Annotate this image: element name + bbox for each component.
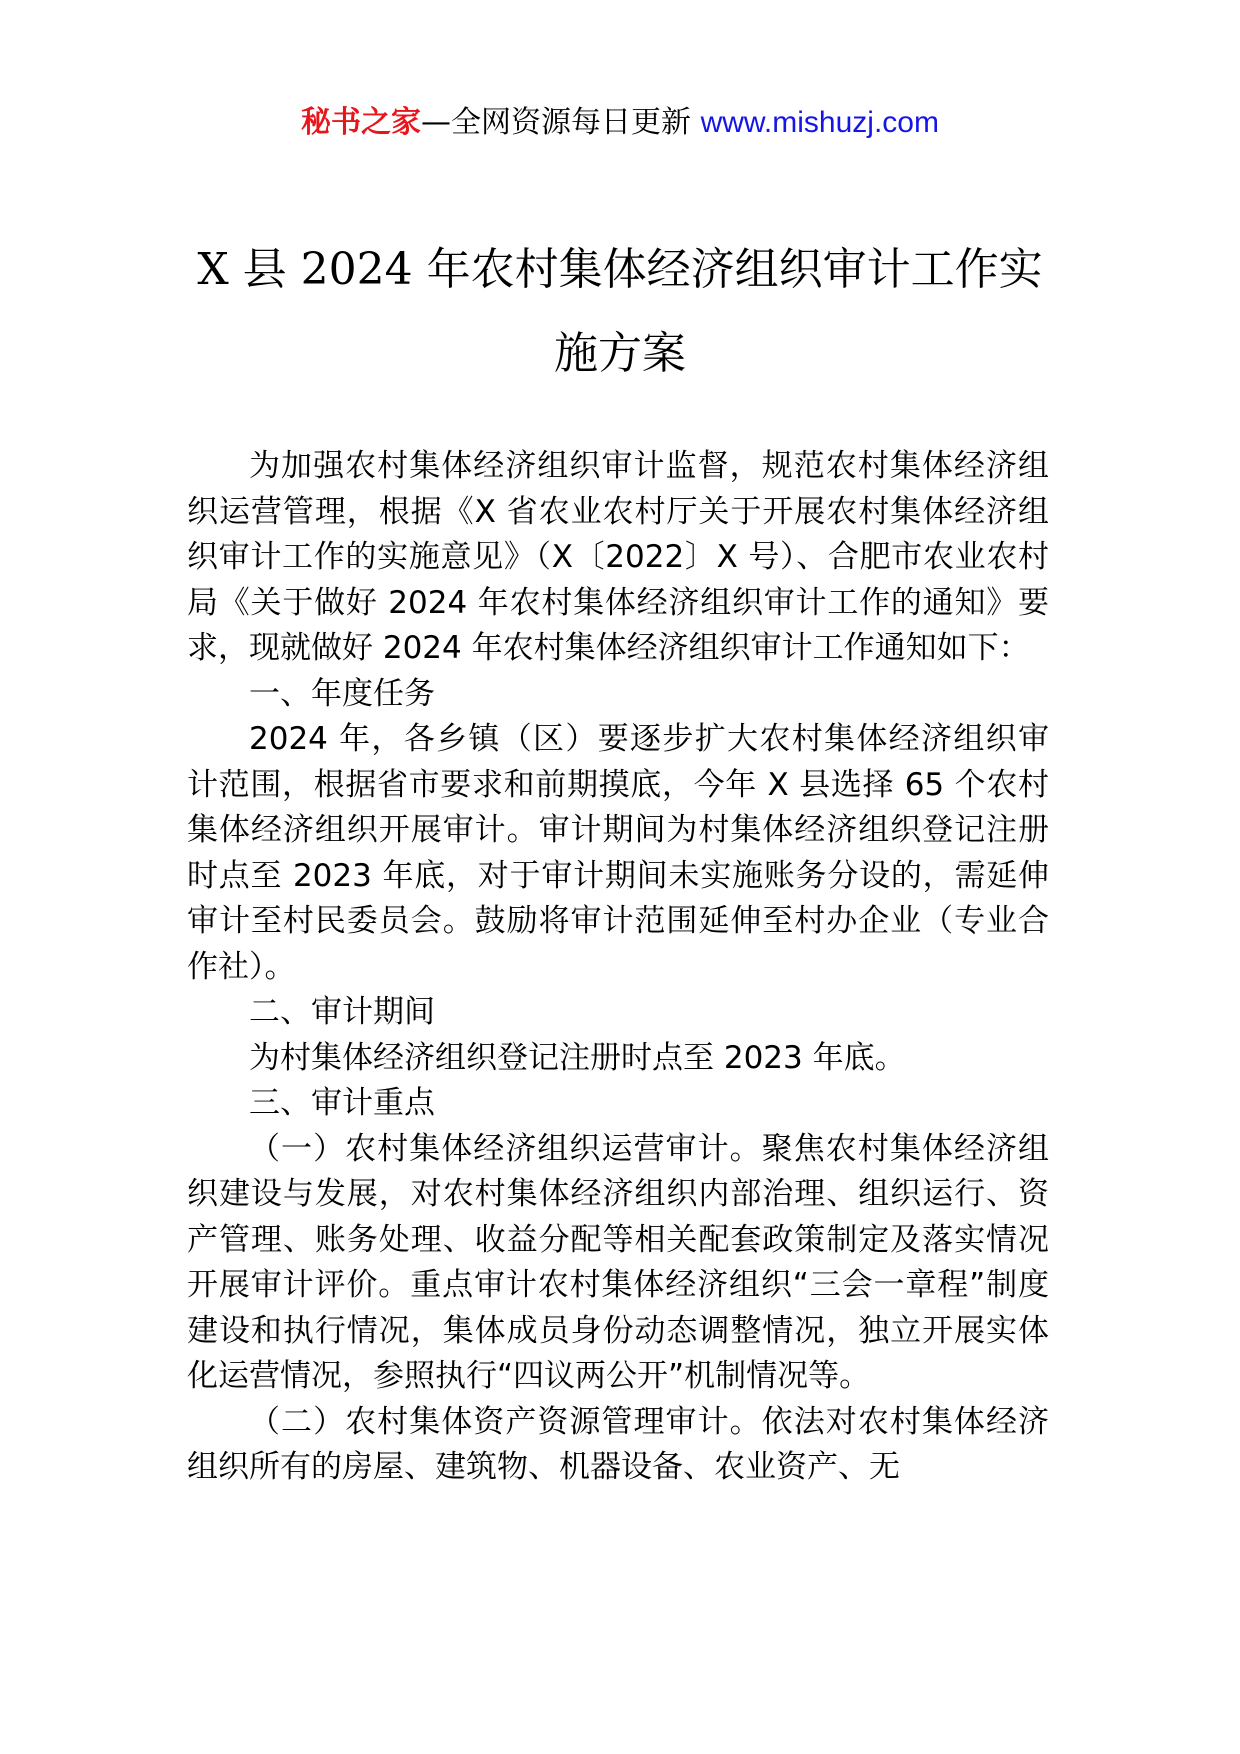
header-banner <box>0 100 1240 146</box>
website-link[interactable]: www.mishuzj.com <box>700 106 939 139</box>
title-line-1: X 县 2024 年农村集体经济组织审计工作实 <box>197 244 1043 295</box>
audit-focus-item-2: （二）农村集体资产资源管理审计。依法对农村集体经济组织所有的房屋、建筑物、机器设备、农业资产、无 <box>187 1403 1049 1485</box>
banner-tagline: —全网资源每日更新 <box>421 105 692 140</box>
brand-name: 秘书之家 <box>301 105 422 140</box>
audit-period-paragraph: 为村集体经济组织登记注册时点至 2023 年底。 <box>249 1039 906 1076</box>
annual-tasks-paragraph: 2024 年，各乡镇（区）要逐步扩大农村集体经济组织审计范围，根据省市要求和前期摸底，今年 X 县选择 65 个农村集体经济组织开展审计。审计期间为村集体经济组织登记注册时点至 2023 年底，对于审计期间未实施账务分设的，需延伸审计至村民委员会。鼓励将审计范围延伸至村办企业（专业合作社）。 <box>187 721 1049 985</box>
title-line-2: 施方案 <box>554 328 686 379</box>
intro-paragraph: 为加强农村集体经济组织审计监督，规范农村集体经济组织运营管理，根据《X 省农业农村厅关于开展农村集体经济组织审计工作的实施意见》（X〔2022〕X 号）、合肥市农业农村局《关于做好 2024 年农村集体经济组织审计工作的通知》要求，现就做好 2024 年农村集体经济组织审计工作通知如下： <box>187 448 1049 666</box>
audit-focus-item-1: （一）农村集体经济组织运营审计。聚焦农村集体经济组织建设与发展，对农村集体经济组织内部治理、组织运行、资产管理、账务处理、收益分配等相关配套政策制定及落实情况开展审计评价。重点审计农村集体经济组织“三会一章程”制度建设和执行情况，集体成员身份动态调整情况，独立开展实体化运营情况，参照执行“四议两公开”机制情况等。 <box>187 1130 1049 1394</box>
document-title <box>140 228 1100 396</box>
section-heading-audit-focus: 三、审计重点 <box>249 1085 435 1121</box>
section-heading-audit-period: 二、审计期间 <box>249 994 435 1030</box>
document-body <box>187 444 1049 1491</box>
section-heading-annual-tasks: 一、年度任务 <box>249 675 435 712</box>
